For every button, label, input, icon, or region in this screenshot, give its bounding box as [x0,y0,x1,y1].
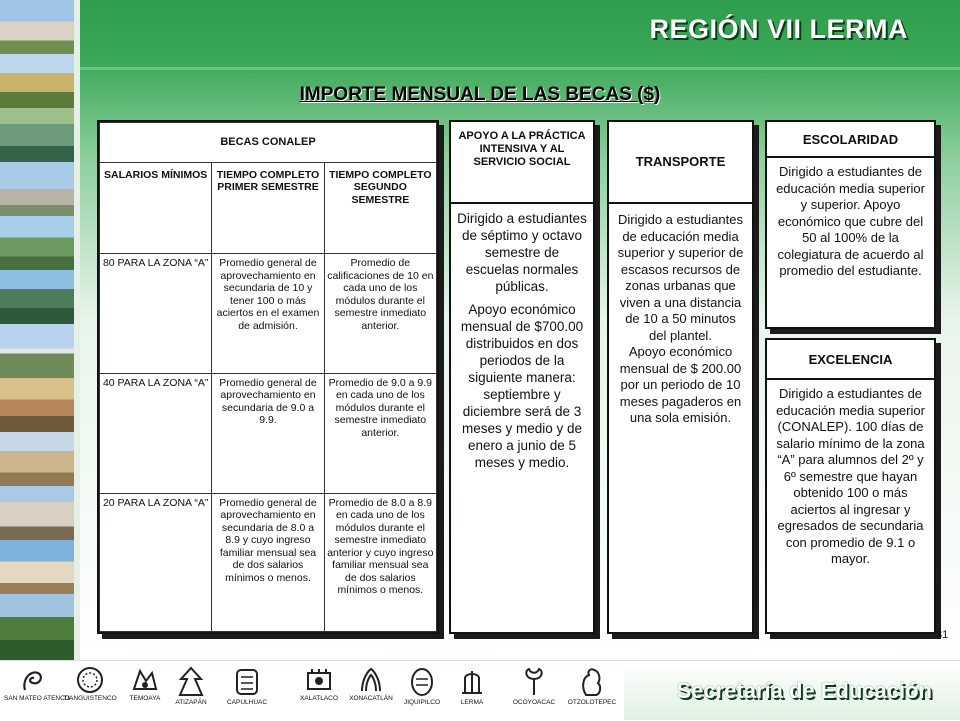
photo-church [0,486,74,541]
col-header-primer-semestre: TIEMPO COMPLETO PRIMER SEMESTRE [212,162,324,253]
municipio-label: OTZOLOTEPEC [567,699,617,706]
transporte-description: Dirigido a estudiantes de educación media superior y superior de escasos recursos de zonas urbanas que viven a una distancia de 10 a 50 minutos del plantel. [617,212,744,343]
escolaridad-body: Dirigido a estudiantes de educación media superior y superior. Apoyo económico que cubre del 50 al 100% de la colegiatura de acuerdo al promedio del estudiante. [776,164,925,278]
municipio-label: OCOYOACAC [512,699,556,706]
municipio-jiquipilco [396,665,448,706]
glyph-icon [304,665,334,695]
photo-arches [0,432,74,487]
municipio-temoaya [122,665,168,702]
cell-segundo-semestre: Promedio de 9.0 a 9.9 en cada uno de los módulos durante el semestre inmediato anterior. [324,373,436,493]
escolaridad-title: ESCOLARIDAD [767,122,934,158]
glyph-icon [130,665,160,695]
municipio-capulhuac [220,665,274,706]
conalep-title: BECAS CONALEP [100,123,437,163]
municipio-atizapan [168,665,214,706]
practica-box [449,120,595,634]
glyph-icon [232,665,262,699]
table-row [100,373,437,493]
secretaria-logo-text: Secretaría de Educación [676,678,932,703]
cell-salarios: 20 PARA LA ZONA “A” [100,493,212,631]
photo-bridge [0,270,74,325]
excelencia-title: EXCELENCIA [767,340,934,380]
photo-building [0,0,74,55]
photo-hills [0,216,74,271]
transporte-title: TRANSPORTE [609,122,752,204]
conalep-grid [99,122,437,632]
glyph-icon [457,665,487,699]
municipio-label: CAPULHUAC [226,699,268,706]
secretaria-panel [624,662,960,720]
conalep-table [97,120,439,634]
glyph-icon [176,665,206,699]
cell-primer-semestre: Promedio general de aprovechamiento en secundaria de 9.0 a 9.9. [212,373,324,493]
page-number: 31 [936,629,949,641]
excelencia-body: Dirigido a estudiantes de educación media superior (CONALEP). 100 días de salario mínimo de la zona “A” para alumnos del 2º y 6º semestre que hayan obtenido 100 o más aciertos al ingresar y egresados de secundaria con promedio de 9.1 o mayor. [776,386,925,566]
glyph-icon [75,665,105,695]
municipio-lerma [452,665,492,706]
col-header-salarios: SALARIOS MÍNIMOS [100,162,212,253]
cell-segundo-semestre: Promedio de 8.0 a 8.9 en cada uno de los módulos durante el semestre inmediato anterior y cuyo ingreso familiar mensual sea de dos salarios mínimos o menos. [324,493,436,631]
glyph-icon [20,665,46,695]
table-row [100,493,437,631]
municipio-label: XONACATLÁN [349,695,393,702]
photo-boatman [0,108,74,163]
cell-salarios: 40 PARA LA ZONA “A” [100,373,212,493]
municipio-label: JIQUIPILCO [403,699,441,706]
transporte-body [609,204,752,427]
main-title: IMPORTE MENSUAL DE LAS BECAS ($) [299,84,661,105]
table-row [100,254,437,374]
municipio-otzolotepec [564,665,620,706]
excelencia-box [765,338,936,634]
practica-amount: Apoyo económico mensual de $700.00 distribuidos en dos periodos de la siguiente manera: septiembre y diciembre será de 3 meses y medio y de enero a junio de 5 meses y medio. [460,302,584,470]
practica-body [451,204,593,471]
cell-primer-semestre: Promedio general de aprovechamiento en secundaria de 10 y tener 100 o más aciertos en el examen de admisión. [212,254,324,374]
glyph-icon [407,665,437,699]
cell-salarios: 80 PARA LA ZONA “A” [100,254,212,374]
municipio-xonacatlan [342,665,400,702]
municipio-ocoyoacac [508,665,560,706]
municipio-san-mateo-atenco [4,665,70,702]
municipio-label: TIANGUISTENCO [63,695,117,702]
glyph-icon [577,665,607,699]
transporte-amount: Apoyo económico mensual de $ 200.00 por un periodo de 10 meses pagaderos en una sola emisión. [619,344,742,425]
practica-description: Dirigido a estudiantes de séptimo y octavo semestre de escuelas normales públicas. [457,211,587,294]
municipio-label: ATIZAPÁN [175,699,207,706]
header-rule [80,67,960,70]
photo-factory [0,162,74,217]
glyph-icon [356,665,386,695]
municipio-xalatlaco [292,665,346,702]
cell-segundo-semestre: Promedio de calificaciones de 10 en cada uno de los módulos durante el semestre inmediato anterior. [324,254,436,374]
practica-title: APOYO A LA PRÁCTICA INTENSIVA Y AL SERVICIO SOCIAL [451,122,593,204]
region-title: REGIÓN VII LERMA [649,14,908,44]
transporte-box [607,120,754,634]
cell-primer-semestre: Promedio general de aprovechamiento en secundaria de 8.0 a 8.9 y cuyo ingreso familiar mensual sea de dos salarios mínimos o menos. [212,493,324,631]
municipio-label: LERMA [460,699,484,706]
escolaridad-box [765,120,936,329]
municipio-label: TEMOAYA [129,695,161,702]
municipio-label: XALATLACO [300,695,338,702]
glyph-icon [519,665,549,699]
photo-cathedral [0,540,74,595]
photo-mountain [0,324,74,379]
municipio-tianguistenco [60,665,120,702]
municipio-label: SAN MATEO ATENCO [4,695,70,702]
photo-field [0,594,74,661]
col-header-segundo-semestre: TIEMPO COMPLETO SEGUNDO SEMESTRE [324,162,436,253]
photo-people [0,378,74,433]
